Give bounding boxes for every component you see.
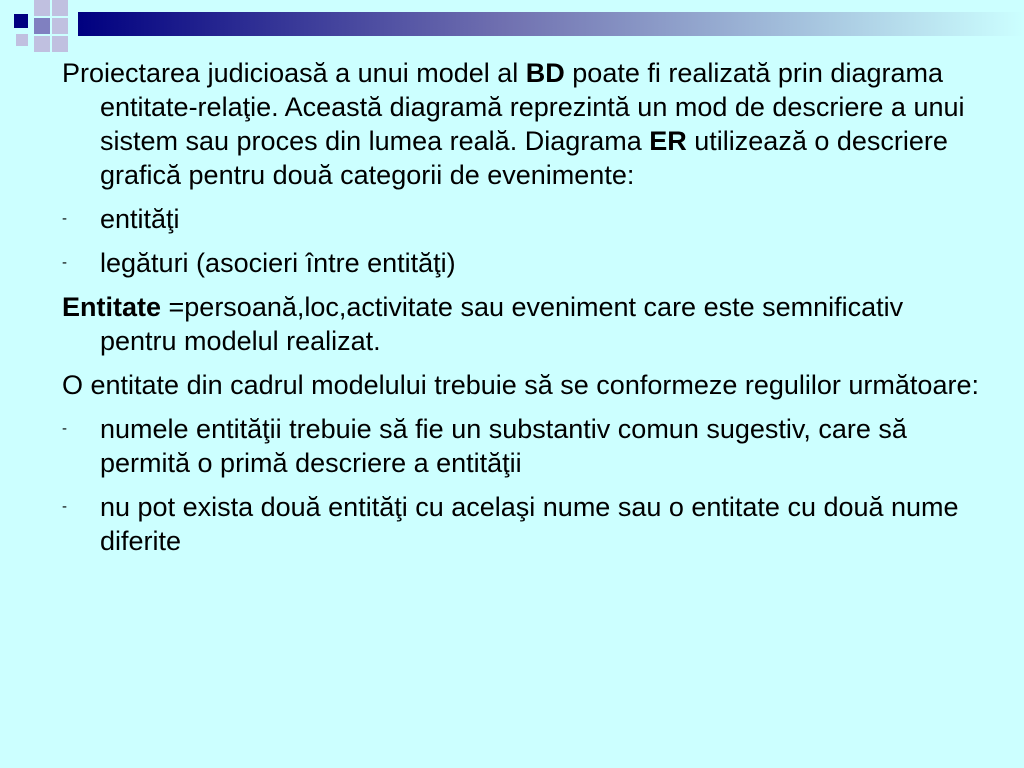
deco-square <box>16 34 28 46</box>
list-item: - entităţi <box>62 204 180 234</box>
list-item: - nu pot exista două entităţi cu acelaşi nume sau o entitate cu două nume diferite <box>62 492 959 556</box>
bullet-dash: - <box>62 210 67 227</box>
deco-square <box>52 36 68 52</box>
deco-square <box>52 18 68 34</box>
header-decoration <box>0 0 1024 64</box>
intro-paragraph: Proiectarea judicioasă a unui model al BD poate fi realizată prin diagrama entitate-relaţie. Această diagramă reprezintă un mod de descriere a unui sistem sau proces din lumea reală. Diagrama ER utilizează o descriere grafică pentru două categorii de evenimente: <box>62 58 965 190</box>
deco-square <box>14 14 28 28</box>
deco-square <box>52 0 68 16</box>
deco-square <box>34 36 50 52</box>
deco-square <box>34 0 50 16</box>
rules-intro-paragraph: O entitate din cadrul modelului trebuie să se conformeze regulilor următoare: <box>62 370 979 400</box>
bullet-dash: - <box>62 420 67 437</box>
list-item: - numele entităţii trebuie să fie un substantiv comun sugestiv, care să permită o primă descriere a entităţii <box>62 414 907 478</box>
list-item: - legături (asocieri între entităţi) <box>62 248 456 278</box>
slide-body <box>62 56 982 568</box>
bullet-dash: - <box>62 498 67 515</box>
header-gradient-bar <box>78 12 1024 36</box>
entity-definition-paragraph: Entitate =persoană,loc,activitate sau eveniment care este semnificativ pentru modelul realizat. <box>62 292 904 356</box>
bullet-dash: - <box>62 254 67 271</box>
deco-square <box>34 18 50 34</box>
